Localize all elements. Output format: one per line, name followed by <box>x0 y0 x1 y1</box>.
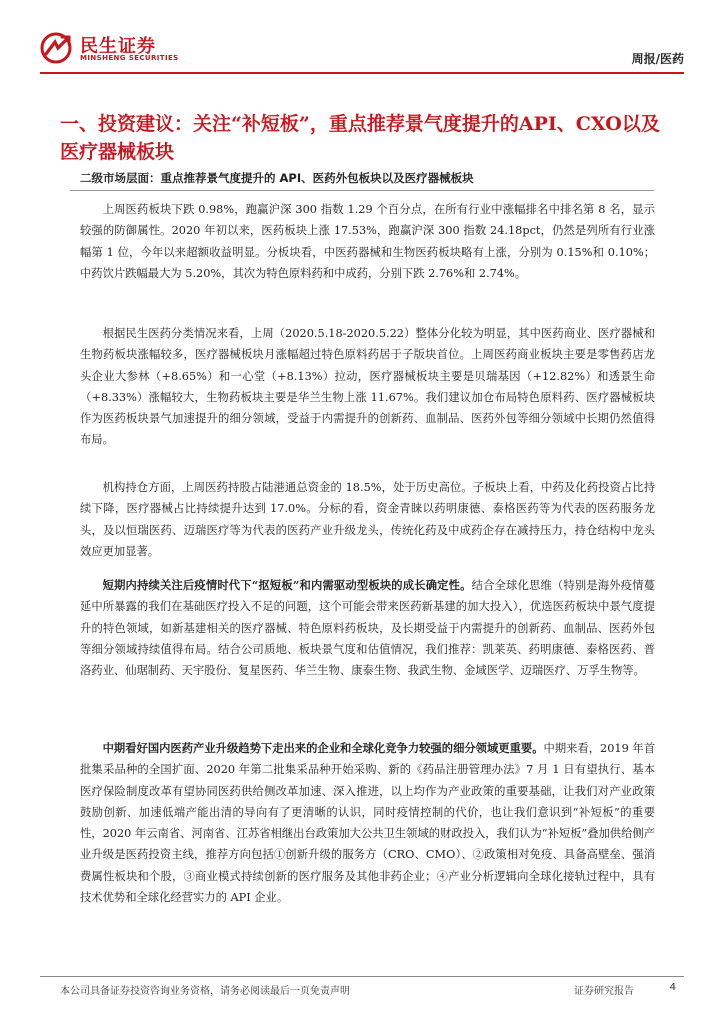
paragraph-text: 上周医药板块下跌 0.98%，跑赢沪深 300 指数 1.29 个百分点，在所有行业中涨幅排名中排名第 8 名，显示较强的防御属性。2020 年初以来，医药板块上涨 17.53%，跑赢沪深 300 指数 24.18pct，仍然是列所有行业涨幅第 1 位，今年以来超额收益明显。分板块看，中医药器械和生物医药板块略有上涨，分别为 0.15%和 0.10%；中药饮片跌幅最大为 5.20%，其次为特色原料药和中成药，分别下跌 2.76%和 2.74%。 <box>80 203 655 280</box>
paragraph-text: 根据民生医药分类情况来看，上周（2020.5.18-2020.5.22）整体分化较为明显，其中医药商业、医疗器械和生物药板块涨幅较多，医疗器械板块月涨幅超过特色原料药居于子版块首位。上周医药商业板块主要是零售药店龙头企业大参林（+8.65%）和一心堂（+8.13%）拉动，医疗器械板块主要是贝瑞基因（+12.82%）和透景生命（+8.33%）涨幅较大，生物药板块主要是华兰生物上涨 11.67%。我们建议加仓布局特色原料药、医疗器械板块作为医药板块景气加速提升的细分领域，受益于内需提升的创新药、血制品、医药外包等细分领域中长期仍然值得布局。 <box>80 327 655 447</box>
minsheng-logo-icon <box>40 32 74 64</box>
company-logo <box>40 28 240 68</box>
footer-disclaimer: 本公司具备证券投资咨询业务资格，请务必阅读最后一页免责声明 <box>60 986 350 997</box>
logo-chinese-name: 民生证券 <box>80 36 156 57</box>
footer-report-type: 证券研究报告 <box>574 986 634 997</box>
page-header <box>40 28 684 68</box>
subheading-divider <box>70 190 654 191</box>
paragraph-lead: 中期看好国内医药产业升级趋势下走出来的企业和全球化竞争力较强的细分领域更重要。 <box>102 741 544 755</box>
paragraph-4 <box>80 575 655 681</box>
section-subheading: 二级市场层面：重点推荐景气度提升的 API、医药外包板块以及医疗器械板块 <box>80 171 474 185</box>
paragraph-lead: 短期内持续关注后疫情时代下“抠短板”和内需驱动型板块的成长确定性。 <box>102 578 472 592</box>
paragraph-5 <box>80 738 655 908</box>
paragraph-1 <box>80 199 655 284</box>
paragraph-text: 结合全球化思维（特别是海外疫情蔓延中所暴露的我们在基础医疗投入不足的问题，这个可能会带来医药新基建的加大投入），优选医药板块中景气度提升的特色领域，如新基建相关的医疗器械、特色原料药板块，及长期受益于内需提升的创新药、血制品、医药外包等细分领域持续值得布局。结合公司质地、板块景气度和估值情况，我们推荐：凯莱英、药明康德、泰格医药、普洛药业、仙琚制药、天宇股份、复星医药、华兰生物、康泰生物、我武生物、金域医学、迈瑞医疗、万孚生物等。 <box>80 579 655 678</box>
page-number: 4 <box>669 982 676 993</box>
paragraph-3 <box>80 477 655 562</box>
paragraph-text: 中期来看，2019 年首批集采品种的全国扩面、2020 年第二批集采品种开始采购、新的《药品注册管理办法》7 月 1 日有望执行、基本医疗保险制度改革有望协同医药供给侧改革加速、深入推进，以上均作为产业政策的重要基础，让我们对产业政策鼓励创新、加速低端产能出清的导向有了更清晰的认识，同时疫情控制的代价，也让我们意识到“补短板”的重要性，2020 年云南省、河南省、江苏省相继出台政策加大公共卫生领域的财政投入，我们认为“补短板”叠加供给侧产业升级是医药投资主线，推荐方向包括①创新升级的服务方（CRO、CMO）、②政策相对免疫、具备高壁垒、强消费属性板块和个股，③商业模式持续创新的医疗服务及其他非药企业；④产业分析逻辑向全球化接轨过程中，具有技术优势和全球化经营实力的 API 企业。 <box>80 742 655 905</box>
footer-divider <box>40 976 684 977</box>
report-category: 周报/医药 <box>631 52 684 66</box>
paragraph-2 <box>80 323 655 451</box>
paragraph-text: 机构持仓方面，上周医药持股占陆港通总资金的 18.5%，处于历史高位。子板块上看，中药及化药投资占比持续下降，医疗器械占比持续提升达到 17.0%。分标的看，资金青睐以药明康德、泰格医药等为代表的医药服务龙头，及以恒瑞医药、迈瑞医疗等为代表的医药产业升级龙头，传统化药及中成药企存在减持压力，持仓结构中龙头效应更加显著。 <box>80 481 655 558</box>
section-title: 一、投资建议：关注“补短板”，重点推荐景气度提升的API、CXO以及医疗器械板块 <box>60 113 660 163</box>
logo-english-name: MINSHENG SECURITIES <box>80 54 179 62</box>
header-divider <box>40 72 684 74</box>
